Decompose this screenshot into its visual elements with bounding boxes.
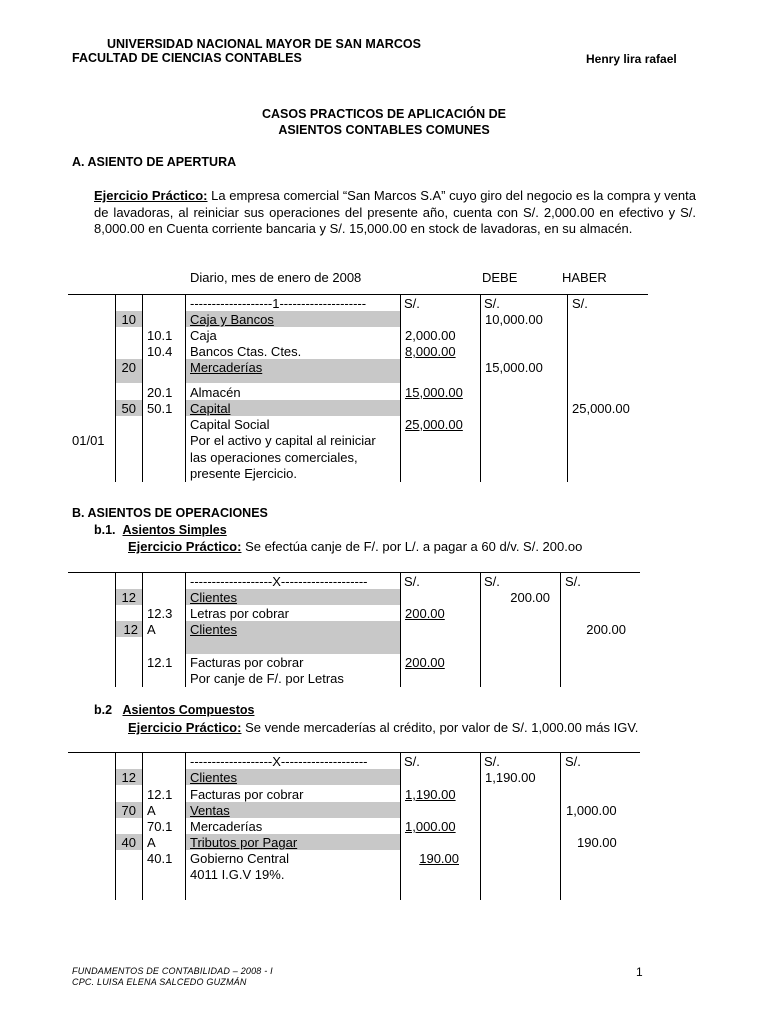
subaccount-code: 40.1 [147, 851, 173, 866]
subaccount-code: 10.4 [147, 344, 173, 359]
account-code: 12 [123, 622, 138, 637]
subaccount-name: Mercaderías [190, 819, 263, 834]
subaccount-code: 50.1 [147, 401, 173, 416]
entry-gloss: presente Ejercicio. [190, 466, 297, 481]
currency-label: S/. [484, 754, 500, 769]
account-code: 40 [121, 835, 136, 850]
subsection-number: b.2 [94, 703, 113, 717]
account-name: Clientes [190, 622, 237, 637]
haber-header: HABER [562, 270, 607, 285]
debe-amount: 200.00 [510, 590, 550, 605]
subaccount-name: Bancos Ctas. Ctes. [190, 344, 302, 359]
account-code: 50 [121, 401, 136, 416]
section-a-heading: A. ASIENTO DE APERTURA [72, 155, 237, 169]
debe-amount: 10,000.00 [485, 312, 543, 327]
document-title-line1: CASOS PRACTICOS DE APLICACIÓN DE [261, 107, 506, 121]
page-number: 1 [636, 965, 643, 979]
subaccount-name: Facturas por cobrar [190, 787, 304, 802]
subaccount-code: 70.1 [147, 819, 173, 834]
contra-marker: A [147, 803, 156, 818]
subaccount-code: 12.1 [147, 655, 173, 670]
debe-header: DEBE [482, 270, 518, 285]
account-name: Mercaderías [190, 360, 263, 375]
account-name: Ventas [190, 803, 230, 818]
entry-separator: -------------------X-------------------- [190, 754, 368, 769]
account-code: 70 [121, 803, 136, 818]
exercise-text: La empresa comercial “San Marcos S.A” cuyo giro del negocio es la compra y venta de lavadoras, al reiniciar sus operaciones del presente año, cuenta con S/. 2,000.00 en efectivo y S/. 8,000.00 en Cuenta corriente bancaria y S/. 15,000.00 en stock de lavadoras, en su almacén. [94, 188, 696, 236]
haber-amount: 25,000.00 [572, 401, 630, 416]
partial-amount: 190.00 [419, 851, 459, 866]
exercise-text: Se vende mercaderías al crédito, por valor de S/. 1,000.00 más IGV. [241, 720, 639, 735]
debe-amount: 1,190.00 [485, 770, 536, 785]
currency-label: S/. [484, 296, 500, 311]
footer-course: FUNDAMENTOS DE CONTABILIDAD – 2008 - I [72, 966, 273, 976]
partial-amount: 2,000.00 [405, 328, 456, 343]
entry-separator: -------------------1-------------------- [190, 296, 367, 311]
partial-amount: 25,000.00 [405, 417, 463, 432]
account-code: 20 [121, 360, 136, 375]
subsection-b1 [94, 523, 227, 537]
footer-author: CPC. LUISA ELENA SALCEDO GUZMÁN [72, 977, 247, 987]
section-b-heading: B. ASIENTOS DE OPERACIONES [72, 506, 268, 520]
partial-amount: 1,190.00 [405, 787, 456, 802]
partial-amount: 200.00 [405, 655, 445, 670]
entry-gloss: 4011 I.G.V 19%. [190, 867, 285, 882]
entry-separator: -------------------X-------------------- [190, 574, 368, 589]
subaccount-code: 12.3 [147, 606, 173, 621]
currency-label: S/. [565, 754, 581, 769]
section-a-exercise [94, 188, 696, 238]
exercise-text: Se efectúa canje de F/. por L/. a pagar a 60 d/v. S/. 200.oo [241, 539, 583, 554]
currency-label: S/. [404, 296, 420, 311]
subaccount-code: 10.1 [147, 328, 173, 343]
b2-exercise [128, 720, 638, 735]
subaccount-name: Gobierno Central [190, 851, 289, 866]
subsection-number: b.1. [94, 523, 116, 537]
university-name: UNIVERSIDAD NACIONAL MAYOR DE SAN MARCOS [107, 37, 421, 51]
account-code: 10 [121, 312, 136, 327]
faculty-name: FACULTAD DE CIENCIAS CONTABLES [72, 51, 302, 65]
currency-label: S/. [404, 754, 420, 769]
haber-amount: 190.00 [577, 835, 617, 850]
author-name: Henry lira rafael [586, 52, 677, 66]
currency-label: S/. [484, 574, 500, 589]
subaccount-name: Facturas por cobrar [190, 655, 304, 670]
currency-label: S/. [404, 574, 420, 589]
exercise-label: Ejercicio Práctico: [128, 720, 242, 735]
account-name: Caja y Bancos [190, 312, 274, 327]
partial-amount: 1,000.00 [405, 819, 456, 834]
partial-amount: 15,000.00 [405, 385, 463, 400]
haber-amount: 200.00 [586, 622, 626, 637]
account-code: 12 [121, 590, 136, 605]
subsection-title: Asientos Simples [122, 523, 227, 537]
account-code: 12 [121, 770, 136, 785]
subsection-title: Asientos Compuestos [122, 703, 255, 717]
account-name: Clientes [190, 770, 237, 785]
haber-amount: 1,000.00 [566, 803, 617, 818]
entry-gloss: Por canje de F/. por Letras [190, 671, 344, 686]
contra-marker: A [147, 835, 156, 850]
partial-amount: 8,000.00 [405, 344, 456, 359]
entry-gloss: las operaciones comerciales, [190, 450, 358, 465]
account-name: Clientes [190, 590, 237, 605]
journal-caption: Diario, mes de enero de 2008 [190, 270, 362, 285]
subaccount-code: 12.1 [147, 787, 173, 802]
document-title-line2: ASIENTOS CONTABLES COMUNES [278, 123, 490, 137]
subaccount-name: Almacén [190, 385, 241, 400]
debe-amount: 15,000.00 [485, 360, 543, 375]
subaccount-name: Caja [190, 328, 217, 343]
account-name: Capital [190, 401, 231, 416]
currency-label: S/. [565, 574, 581, 589]
entry-date: 01/01 [72, 433, 105, 448]
subaccount-code: 20.1 [147, 385, 173, 400]
currency-label: S/. [572, 296, 588, 311]
subsection-b2 [94, 703, 254, 717]
exercise-label: Ejercicio Práctico: [94, 188, 208, 203]
partial-amount: 200.00 [405, 606, 445, 621]
subaccount-name: Capital Social [190, 417, 270, 432]
exercise-label: Ejercicio Práctico: [128, 539, 242, 554]
contra-marker: A [147, 622, 156, 637]
b1-exercise [128, 539, 582, 554]
entry-gloss: Por el activo y capital al reiniciar [190, 433, 376, 448]
account-name: Tributos por Pagar [190, 835, 298, 850]
subaccount-name: Letras por cobrar [190, 606, 289, 621]
